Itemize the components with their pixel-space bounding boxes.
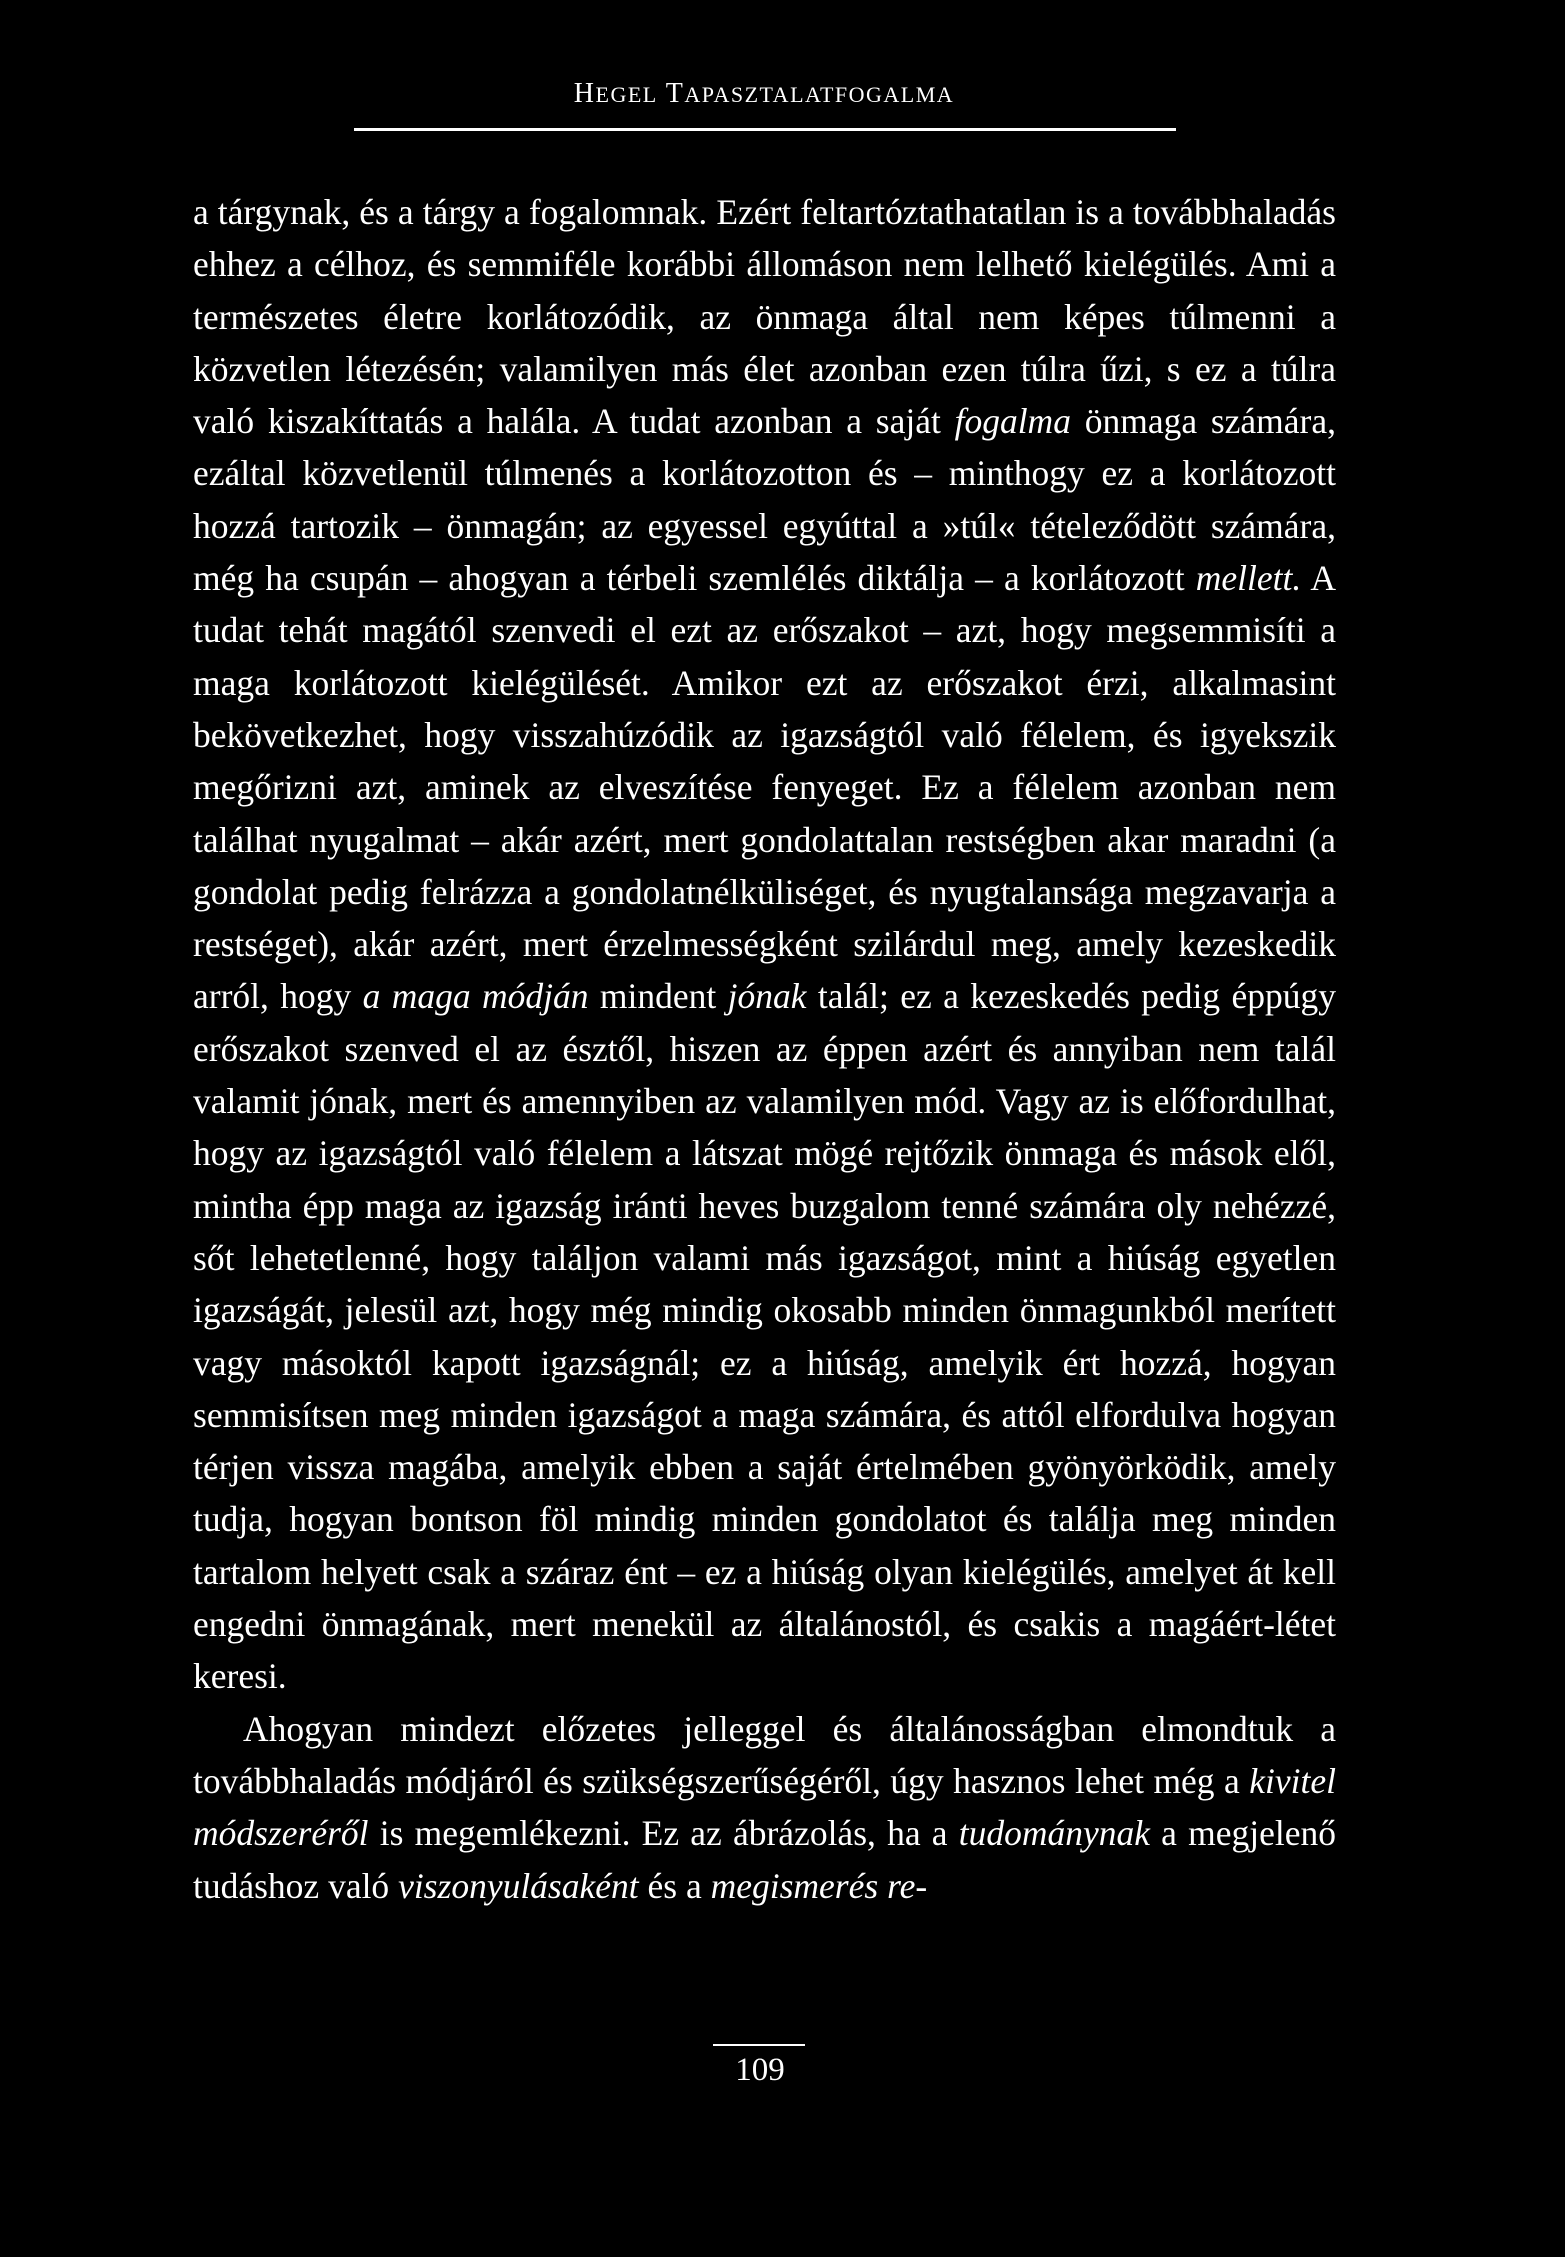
running-head-smallcaps: APASZTALATFOGALMA	[684, 82, 955, 107]
emphasis-text: jónak	[727, 976, 807, 1017]
page-number: 109	[735, 2052, 785, 2088]
running-head	[354, 78, 1174, 110]
emphasis-text: kivitel módszeréről	[193, 1760, 1336, 1854]
running-head-title	[574, 78, 954, 109]
emphasis-text: fogalma	[954, 401, 1071, 442]
text-segment: is megemlékezni. Ez az ábrázolás, ha a	[368, 1813, 959, 1854]
paragraph-1	[193, 186, 1336, 1703]
text-segment: talál; ez a kezeskedés pedig éppúgy erőszakot szenved el az észtől, hiszen az éppen azért és annyiban nem talál valamit jónak, mert és amennyiben az valamilyen mód. Vagy az is előfordulhat, hogy az igazságtól való félelem a látszat mögé rejtőzik önmaga és mások elől, mintha épp maga az igazság iránti heves buzgalom tenné számára oly nehézzé, sőt lehetetlenné, hogy találjon valami más igazságot, mint a hiúság egyetlen igazságát, jelesül azt, hogy még mindig okosabb minden önmagunkból merített vagy másoktól kapott igazságnál; ez a hiúság, amelyik ért hozzá, hogyan semmisítsen meg minden igazságot a maga számára, és attól elfordulva hogyan térjen vissza magába, amelyik ebben a saját értelmében gyönyörködik, amely tudja, hogyan bontson föl mindig minden gondolatot és találja meg minden tartalom helyett csak a száraz ént – ez a hiúság olyan kielégülés, amelyet át kell engedni önmagának, mert menekül az általánostól, és csakis a magáért-létet keresi.	[193, 976, 1337, 1697]
emphasis-text: tudománynak	[958, 1813, 1150, 1854]
emphasis-text: a maga módján	[362, 976, 589, 1017]
footer-rule	[713, 2044, 805, 2046]
running-head-smallcaps: EGEL	[595, 82, 658, 107]
text-segment: és a	[638, 1865, 711, 1906]
header-rule	[354, 128, 1176, 131]
emphasis-text: viszonyulásaként	[398, 1865, 639, 1906]
running-head-initial: T	[665, 78, 685, 109]
text-segment: a tárgynak, és a tárgy a fogalomnak. Ezért feltartóztathatatlan is a továbbhaladás ehhez a célhoz, és semmiféle korábbi állomáson nem lelhető kielégülés. Ami a természetes életre korlátozódik, az önmaga által nem képes túlmenni a közvetlen létezésén; valamilyen más élet azonban ezen túlra űzi, s ez a túlra való kiszakíttatás a halála. A tudat azonban a saját	[193, 192, 1336, 442]
body-text	[193, 186, 1336, 1912]
emphasis-text: mellett.	[1195, 558, 1302, 599]
text-segment: mindent	[588, 976, 728, 1017]
text-segment: önmaga számára, ezáltal közvetlenül túlmenés a korlátozotton és – minthogy ez a korlátozott hozzá tartozik – önmagán; az egyessel egyúttal a »túl« tételeződött számára, még ha csupán – ahogyan a térbeli szemlélés diktálja – a korlátozott	[193, 401, 1336, 599]
running-head-initial: H	[573, 78, 596, 109]
emphasis-text: megismerés re-	[710, 1865, 928, 1906]
paragraph-2	[193, 1703, 1336, 1912]
text-segment: a megjelenő tudáshoz való	[193, 1813, 1336, 1906]
text-segment: Ahogyan mindezt előzetes jelleggel és általánosságban elmondtuk a továbbhaladás módjáról és szükségszerűségéről, úgy hasznos lehet még a	[193, 1708, 1336, 1801]
text-segment: A tudat tehát magától szenvedi el ezt az erőszakot – azt, hogy megsemmisíti a maga korlátozott kielégülését. Amikor ezt az erőszakot érzi, alkalmasint bekövetkezhet, hogy visszahúzódik az igazságtól való félelem, és igyekszik megőrizni azt, aminek az elveszítése fenyeget. Ez a félelem azonban nem találhat nyugalmat – akár azért, mert gondolattalan restségben akar maradni (a gondolat pedig felrázza a gondolatnélküliséget, és nyugtalansága megzavarja a restséget), akár azért, mert érzelmességként szilárdul meg, amely kezeskedik arról, hogy	[193, 558, 1336, 1017]
